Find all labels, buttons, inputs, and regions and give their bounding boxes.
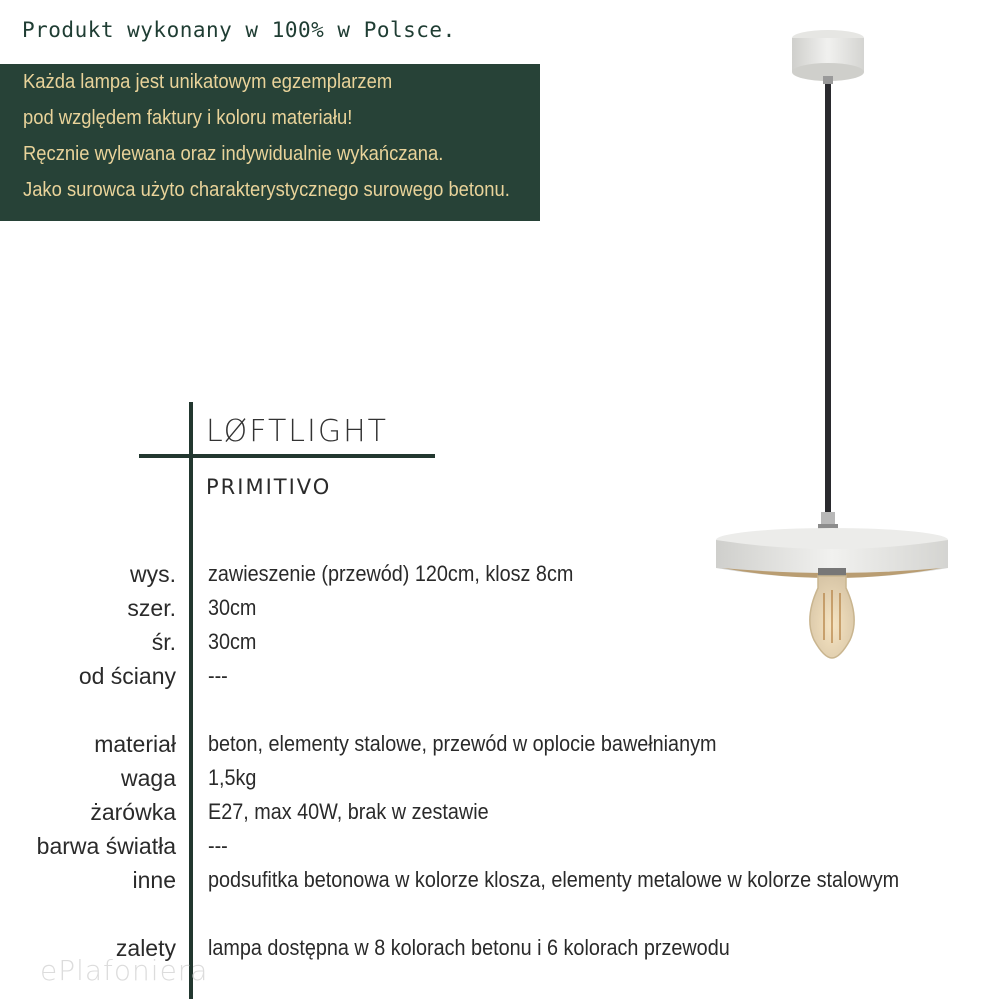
headline: Produkt wykonany w 100% w Polsce.	[22, 18, 456, 42]
spec-label-diameter: śr.	[151, 629, 176, 655]
spec-value-diameter: 30cm	[208, 629, 257, 654]
horizontal-divider	[139, 454, 435, 458]
intro-panel	[0, 64, 540, 221]
spec-value-width: 30cm	[208, 595, 257, 620]
spec-value-weight: 1,5kg	[208, 765, 257, 790]
spec-label-width: szer.	[127, 595, 176, 621]
spec-value-bulb: E27, max 40W, brak w zestawie	[208, 799, 489, 824]
vertical-divider	[189, 402, 193, 999]
spec-value-wall-distance: ---	[208, 663, 228, 688]
spec-label-height: wys.	[130, 561, 176, 587]
spec-label-bulb: żarówka	[90, 799, 176, 825]
spec-value-light-color: ---	[208, 833, 228, 858]
intro-line: Jako surowca użyto charakterystycznego surowego betonu.	[23, 179, 510, 201]
spec-value-advantages: lampa dostępna w 8 kolorach betonu i 6 kolorach przewodu	[208, 935, 730, 960]
spec-value-height: zawieszenie (przewód) 120cm, klosz 8cm	[208, 561, 574, 586]
intro-line: Ręcznie wylewana oraz indywidualnie wykańczana.	[23, 143, 444, 165]
intro-line: pod względem faktury i koloru materiału!	[23, 107, 353, 129]
spec-label-other: inne	[132, 867, 176, 893]
brand-logo: LØFTLIGHT	[206, 414, 389, 449]
spec-label-wall-distance: od ściany	[78, 663, 176, 689]
spec-label-light-color: barwa światła	[36, 833, 176, 859]
spec-value-material: beton, elementy stalowe, przewód w oplocie bawełnianym	[208, 731, 717, 756]
spec-label-material: materiał	[94, 731, 176, 757]
spec-value-other: podsufitka betonowa w kolorze klosza, elementy metalowe w kolorze stalowym	[208, 867, 900, 892]
spec-label-weight: waga	[121, 765, 176, 791]
model-name: PRIMITIVO	[206, 475, 332, 499]
pendant-lamp-image	[700, 28, 960, 668]
spec-label-advantages: zalety	[115, 935, 176, 961]
watermark: ePlafoniera	[40, 954, 209, 987]
intro-line: Każda lampa jest unikatowym egzemplarzem	[23, 71, 393, 93]
